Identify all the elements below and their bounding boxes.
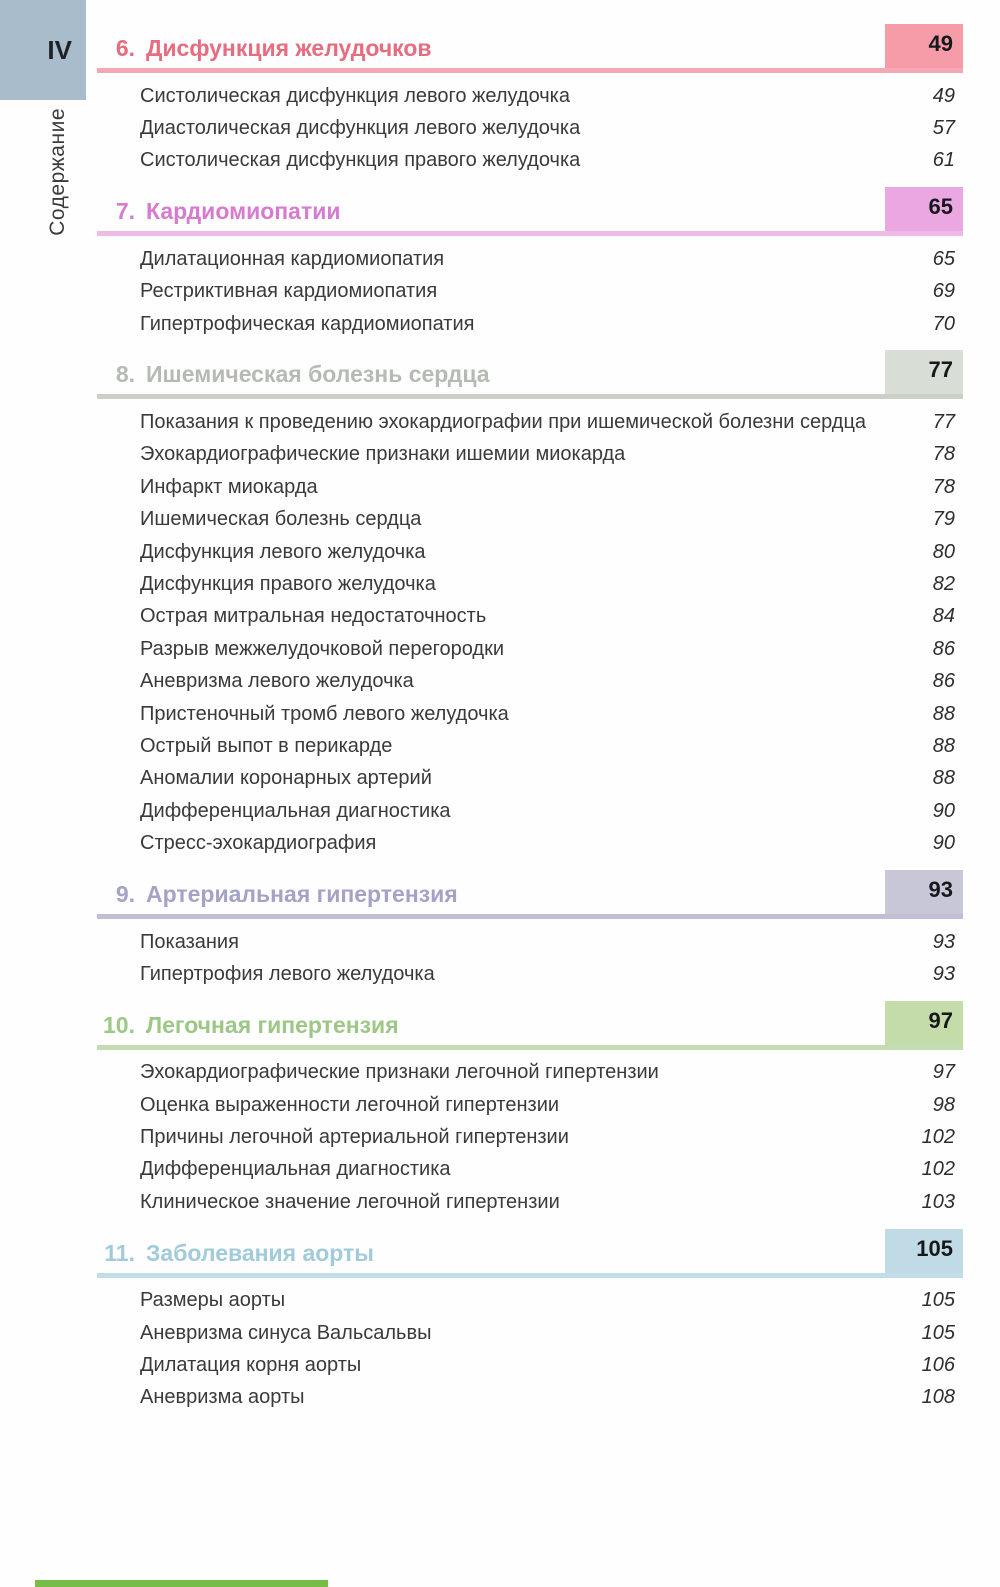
toc-section-title: Рестриктивная кардиомиопатия (140, 280, 438, 303)
toc-chapter-number: 6. (115, 35, 135, 61)
toc-section-page: 105 (921, 1321, 955, 1344)
toc-chapter-number: 10. (103, 1011, 135, 1038)
toc-chapter-number: 9. (115, 880, 135, 907)
toc-section-title: Гипертрофическая кардиомиопатия (140, 312, 475, 335)
toc-section-title: Пристеночный тромб левого желудочка (140, 702, 509, 725)
toc-chapter-page-badge: 105 (885, 1229, 963, 1273)
toc-section-list (97, 1057, 963, 1219)
toc-chapter (97, 28, 963, 177)
toc-chapter-underline (97, 68, 963, 73)
toc-section-page: 78 (932, 443, 955, 466)
toc-section-row (97, 1089, 963, 1121)
toc-chapter-title: Заболевания аорты (146, 1239, 374, 1266)
toc-section-row (97, 1382, 963, 1414)
toc-chapter-title: Артериальная гипертензия (146, 880, 458, 907)
toc-section-row (97, 601, 963, 633)
toc-section-page: 77 (932, 411, 955, 434)
toc-section-row (97, 827, 963, 859)
toc-chapter (97, 354, 963, 859)
toc-chapter-page-badge: 93 (885, 870, 963, 914)
toc-section-title: Систолическая дисфункция левого желудочка (140, 84, 570, 107)
toc-chapter-heading (97, 1005, 963, 1045)
toc-section-list (97, 1285, 963, 1415)
toc-section-page: 80 (932, 540, 955, 563)
toc-chapter-number: 11. (104, 1239, 135, 1266)
toc-section-row (97, 1121, 963, 1153)
toc-section-page: 97 (932, 1061, 955, 1084)
toc-section-page: 57 (932, 117, 955, 140)
toc-section-row (97, 665, 963, 697)
toc-chapter-number: 7. (115, 198, 135, 225)
toc-section-title: Стресс-эхокардиография (140, 832, 377, 855)
contents-sidebar-label: Содержание (46, 108, 69, 236)
toc-section-page: 98 (932, 1093, 955, 1116)
toc-section-list (97, 243, 963, 340)
toc-section-row (97, 568, 963, 600)
toc-section-page: 90 (932, 799, 955, 822)
toc-section-page: 49 (932, 84, 955, 107)
toc-section-title: Показания к проведению эхокардиографии при ишемической болезни сердца (140, 411, 867, 434)
toc-section-title: Острая митральная недостаточность (140, 605, 487, 628)
toc-section-title: Аневризма синуса Вальсальвы (140, 1321, 432, 1344)
toc-chapter-number: 8. (115, 361, 135, 388)
toc-section-page: 106 (921, 1354, 955, 1377)
toc-section-page: 88 (932, 702, 955, 725)
toc-section-title: Эхокардиографические признаки ишемии миокарда (140, 443, 626, 466)
toc-section-page: 69 (932, 280, 955, 303)
toc-section-title: Систолическая дисфункция правого желудочка (140, 149, 581, 172)
toc-section-page: 93 (932, 930, 955, 953)
table-of-contents (97, 0, 963, 1414)
toc-section-list (97, 406, 963, 859)
toc-chapter-heading (97, 28, 963, 68)
toc-chapter-underline (97, 914, 963, 919)
toc-chapter-underline (97, 1273, 963, 1278)
toc-section-row (97, 763, 963, 795)
toc-section-page: 102 (921, 1158, 955, 1181)
page-number-tab (0, 0, 86, 100)
toc-chapter-underline (97, 394, 963, 399)
toc-chapter-title: Кардиомиопатии (146, 198, 341, 225)
toc-section-page: 86 (932, 670, 955, 693)
toc-section-page: 88 (932, 734, 955, 757)
toc-section-row (97, 1349, 963, 1381)
toc-section-page: 93 (932, 962, 955, 985)
toc-section-row (97, 80, 963, 112)
toc-chapter-underline (97, 1045, 963, 1050)
toc-section-title: Показания (140, 930, 239, 953)
toc-section-page: 102 (921, 1126, 955, 1149)
toc-chapter-title: Дисфункция желудочков (146, 35, 432, 61)
toc-section-row (97, 1285, 963, 1317)
toc-chapter-underline (97, 231, 963, 236)
toc-section-title: Оценка выраженности легочной гипертензии (140, 1093, 560, 1116)
toc-section-title: Диастолическая дисфункция левого желудочка (140, 117, 581, 140)
toc-section-row (97, 1317, 963, 1349)
toc-chapter-page-badge: 97 (885, 1001, 963, 1045)
toc-section-title: Эхокардиографические признаки легочной гипертензии (140, 1061, 659, 1084)
toc-section-title: Разрыв межжелудочковой перегородки (140, 637, 504, 660)
toc-section-row (97, 1057, 963, 1089)
toc-section-title: Дифференциальная диагностика (140, 1158, 451, 1181)
toc-section-list (97, 80, 963, 177)
toc-section-row (97, 795, 963, 827)
toc-section-row (97, 730, 963, 762)
toc-section-title: Причины легочной артериальной гипертензии (140, 1126, 569, 1149)
toc-chapter-heading (97, 191, 963, 231)
toc-section-row (97, 308, 963, 340)
toc-section-row (97, 536, 963, 568)
toc-section-row (97, 1186, 963, 1218)
toc-section-page: 79 (932, 508, 955, 531)
toc-section-title: Дифференциальная диагностика (140, 799, 451, 822)
toc-section-title: Аневризма аорты (140, 1386, 305, 1409)
toc-section-page: 70 (932, 312, 955, 335)
toc-section-page: 78 (932, 475, 955, 498)
toc-chapter-heading (97, 354, 963, 394)
toc-chapter (97, 1233, 963, 1415)
toc-section-title: Дисфункция левого желудочка (140, 540, 426, 563)
toc-section-row (97, 633, 963, 665)
toc-section-title: Размеры аорты (140, 1289, 286, 1312)
toc-section-row (97, 439, 963, 471)
toc-section-page: 61 (932, 149, 955, 172)
toc-section-row (97, 698, 963, 730)
toc-section-page: 103 (921, 1190, 955, 1213)
toc-section-title: Ишемическая болезнь сердца (140, 508, 422, 531)
toc-chapter-title: Ишемическая болезнь сердца (146, 361, 490, 388)
toc-chapter-page-badge: 65 (885, 187, 963, 231)
toc-section-title: Инфаркт миокарда (140, 475, 318, 498)
toc-section-page: 90 (932, 832, 955, 855)
toc-chapter-page-badge: 77 (885, 350, 963, 394)
toc-section-row (97, 406, 963, 438)
page-edge-accent (35, 1580, 328, 1587)
toc-section-row (97, 276, 963, 308)
toc-section-title: Дисфункция правого желудочка (140, 572, 436, 595)
toc-section-title: Дилатация корня аорты (140, 1354, 362, 1377)
toc-chapter-heading (97, 874, 963, 914)
toc-section-row (97, 1154, 963, 1186)
toc-section-row (97, 471, 963, 503)
toc-section-page: 84 (932, 605, 955, 628)
toc-chapter-page-badge: 49 (885, 24, 963, 68)
toc-section-title: Аномалии коронарных артерий (140, 767, 432, 790)
toc-chapter (97, 874, 963, 991)
toc-section-row (97, 958, 963, 990)
toc-section-page: 82 (932, 572, 955, 595)
toc-section-row (97, 504, 963, 536)
toc-section-title: Гипертрофия левого желудочка (140, 962, 435, 985)
toc-chapter (97, 191, 963, 340)
toc-section-list (97, 926, 963, 991)
toc-section-page: 65 (932, 247, 955, 270)
toc-chapter-title: Легочная гипертензия (146, 1011, 399, 1038)
toc-section-page: 88 (932, 767, 955, 790)
toc-section-title: Острый выпот в перикарде (140, 734, 393, 757)
toc-chapter (97, 1005, 963, 1219)
toc-section-page: 108 (921, 1386, 955, 1409)
toc-section-title: Клиническое значение легочной гипертензии (140, 1190, 560, 1213)
toc-section-title: Аневризма левого желудочка (140, 670, 414, 693)
toc-section-page: 86 (932, 637, 955, 660)
toc-section-page: 105 (921, 1289, 955, 1312)
page-number-label: IV (47, 34, 72, 65)
toc-section-row (97, 112, 963, 144)
toc-section-row (97, 243, 963, 275)
toc-section-row (97, 926, 963, 958)
toc-section-row (97, 145, 963, 177)
toc-chapter-heading (97, 1233, 963, 1273)
toc-section-title: Дилатационная кардиомиопатия (140, 247, 445, 270)
